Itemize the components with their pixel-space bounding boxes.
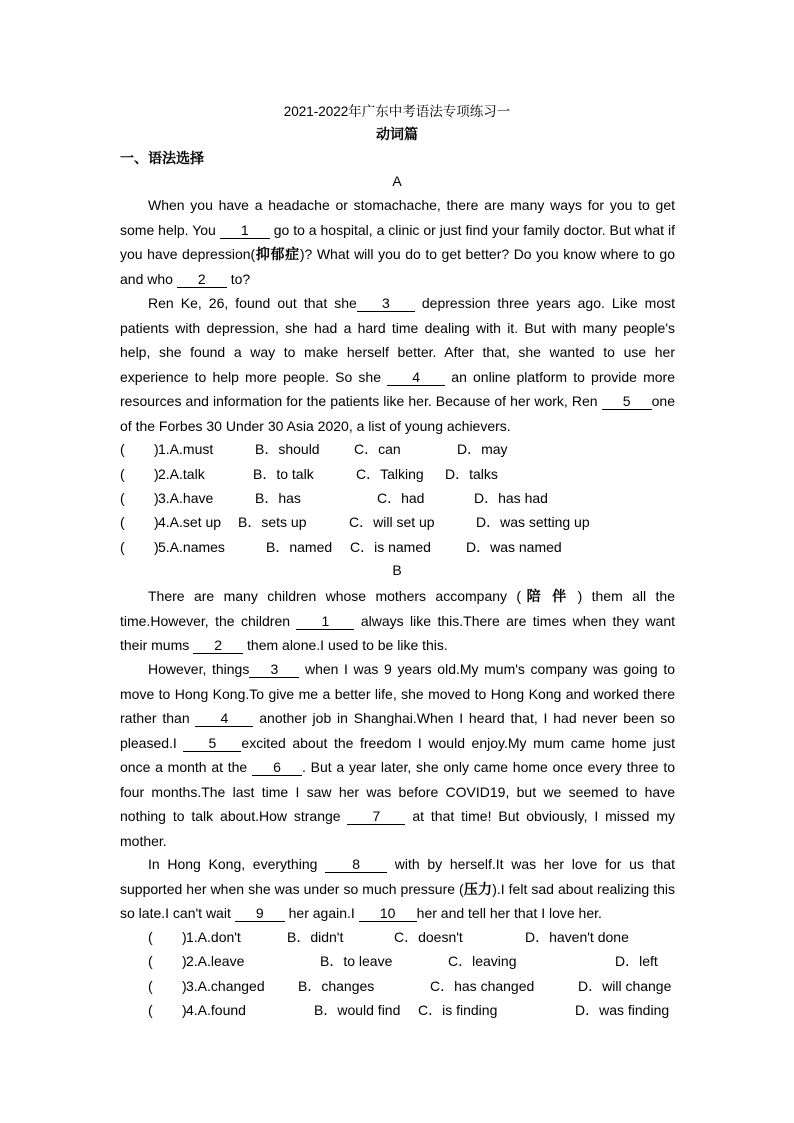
answer-paren-close: ) <box>154 490 159 506</box>
passage-b-paragraph-2: However, things 3 when I was 9 years old.My mum's company was going to move to Hong Kong.To give me a better life, she moved to Hong Kong and worked there rather than 4 another job in Shanghai.When I heard that, I had never been so pleased.I 5 excited about the freedom I would enjoy.My mum came home just once a month at the 6 . But a year later, she only came home once every three to four months.The last time I saw her was before COVID19, but we seemed to have nothing to talk about.How strange 7 at that time! But obviously, I missed my mother. <box>120 661 676 849</box>
answer-paren-close: ) <box>182 1002 187 1018</box>
answer-blank-b10: 10 <box>359 905 417 922</box>
answer-paren: ( <box>120 490 125 506</box>
option-a: 4.A.set up <box>158 514 222 530</box>
option-d: D．was named <box>466 539 562 555</box>
answer-blank-b3: 3 <box>249 661 299 678</box>
passage-b-label: B <box>392 562 402 578</box>
answer-blank-b9: 9 <box>235 905 285 922</box>
answer-paren-close: ) <box>182 953 187 969</box>
option-b: B．to talk <box>253 466 314 482</box>
answer-blank-b1: 1 <box>296 613 354 630</box>
answer-blank-a5: 5 <box>602 393 652 410</box>
answer-paren: ( <box>148 1002 153 1018</box>
option-c: C．is finding <box>418 1002 498 1018</box>
answer-paren: ( <box>120 441 125 457</box>
option-d: D．talks <box>445 466 498 482</box>
gloss-a1: 抑郁症 <box>255 246 300 262</box>
answer-paren-close: ) <box>182 978 187 994</box>
option-a: 3.A.changed <box>186 978 265 994</box>
option-a: 3.A.have <box>158 490 214 506</box>
option-c: C．had <box>377 490 425 506</box>
option-a: 1.A.don't <box>186 929 241 945</box>
option-b: B．didn't <box>287 929 344 945</box>
answer-blank-a4: 4 <box>387 369 445 386</box>
option-d: D．left <box>615 953 658 969</box>
answer-paren-close: ) <box>154 441 159 457</box>
answer-paren-close: ) <box>182 929 187 945</box>
option-c: C．will set up <box>349 514 435 530</box>
option-d: D．was setting up <box>476 514 590 530</box>
answer-blank-b4: 4 <box>195 710 253 727</box>
option-c: C．Talking <box>356 466 424 482</box>
answer-paren: ( <box>148 978 153 994</box>
answer-blank-b8: 8 <box>325 856 387 873</box>
answer-blank-a1: 1 <box>220 222 270 239</box>
option-a: 5.A.names <box>158 539 225 555</box>
passage-a-paragraph-2: Ren Ke, 26, found out that she 3 depression three years ago. Like most patients with depression, she had a hard time dealing with it. But with many people's help, she found a way to make herself better. After that, she wanted to use her experience to help more people. So she 4 an online platform to provide more resources and information for the patients like her. Because of her work, Ren 5 one of the Forbes 30 Under 30 Asia 2020, a list of young achievers. <box>120 295 676 434</box>
passage-b-paragraph-1: There are many children whose mothers accompany (陪伴) them all the time.However, the children 1 always like this.There are times when they want their mums 2 them alone.I used to be like this. <box>120 588 675 653</box>
option-b: B．changes <box>298 978 375 994</box>
passage-b-paragraph-3: In Hong Kong, everything 8 with by herself.It was her love for us that supported her when she was under so much pressure (压力).I felt sad about realizing this so late.I can't wait 9 her again.I 10 her and tell her that I love her. <box>120 856 676 921</box>
answer-paren-close: ) <box>154 466 159 482</box>
option-d: D．may <box>457 441 508 457</box>
option-c: C．leaving <box>448 953 517 969</box>
passage-a-paragraph-1: When you have a headache or stomachache, there are many ways for you to get some help. You 1 go to a hospital, a clinic or just find your family doctor. But what if you have depression(抑郁症)? What will you do to get better? Do you know where to go and who 2 to? <box>120 197 676 287</box>
option-c: C．doesn't <box>394 929 463 945</box>
option-b: B．sets up <box>238 514 307 530</box>
answer-blank-b2: 2 <box>193 637 243 654</box>
option-c: C．is named <box>350 539 431 555</box>
option-b: B．should <box>255 441 320 457</box>
document-title: 2021-2022年广东中考语法专项练习一 <box>283 104 511 119</box>
section-heading: 一、语法选择 <box>120 150 204 166</box>
document-subtitle: 动词篇 <box>376 126 418 142</box>
option-b: B．would find <box>314 1002 401 1018</box>
option-d: D．will change <box>578 978 672 994</box>
option-a: 1.A.must <box>158 441 214 457</box>
answer-blank-b5: 5 <box>183 735 241 752</box>
gloss-b2: 压力 <box>463 880 493 897</box>
answer-blank-a3: 3 <box>357 295 415 312</box>
answer-paren-close: ) <box>154 539 159 555</box>
option-a: 4.A.found <box>186 1002 246 1018</box>
option-a: 2.A.talk <box>158 466 205 482</box>
answer-blank-a2: 2 <box>177 271 227 288</box>
option-b: B．named <box>266 539 333 555</box>
answer-paren: ( <box>120 539 125 555</box>
option-d: D．has had <box>474 490 548 506</box>
answer-paren-close: ) <box>154 514 159 530</box>
gloss-b1: 陪伴 <box>521 588 578 604</box>
option-a: 2.A.leave <box>186 953 245 969</box>
passage-a-label: A <box>392 173 402 189</box>
answer-paren: ( <box>120 514 125 530</box>
answer-blank-b6: 6 <box>252 759 302 776</box>
answer-paren: ( <box>148 929 153 945</box>
option-d: D．was finding <box>575 1002 670 1018</box>
option-c: C．can <box>354 441 401 457</box>
answer-paren: ( <box>148 953 153 969</box>
option-b: B．has <box>255 490 301 506</box>
answer-paren: ( <box>120 466 125 482</box>
option-c: C．has changed <box>430 978 535 994</box>
option-b: B．to leave <box>320 953 393 969</box>
answer-blank-b7: 7 <box>347 808 405 825</box>
option-d: D．haven't done <box>525 929 629 945</box>
